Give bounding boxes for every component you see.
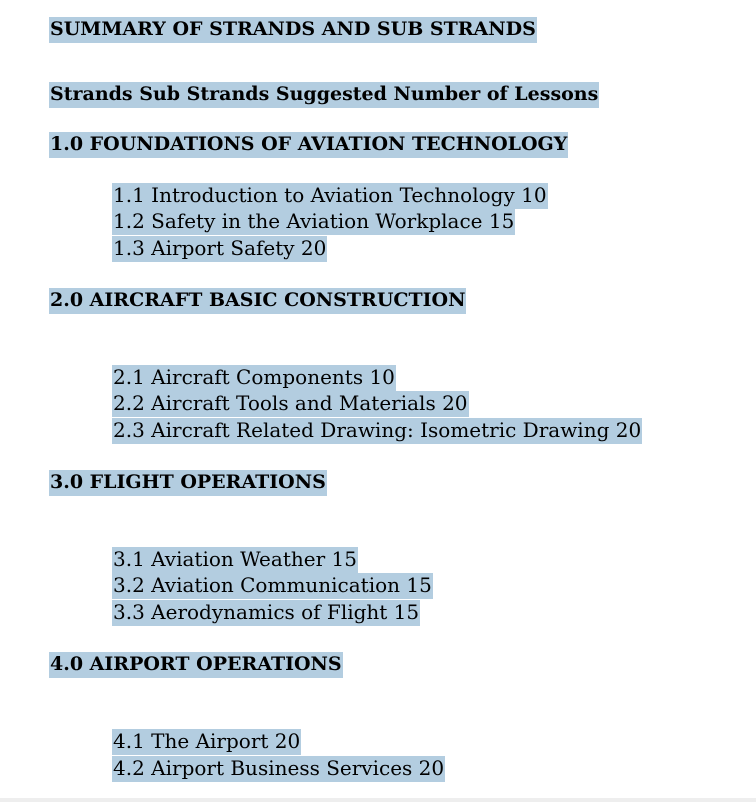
strand-heading: 3.0 FLIGHT OPERATIONS — [49, 470, 327, 496]
sub-strand-item: 1.1 Introduction to Aviation Technology 10 — [113, 183, 547, 207]
sub-strand-item: 3.2 Aviation Communication 15 — [113, 573, 432, 597]
sub-strand-item: 2.3 Aircraft Related Drawing: Isometric Drawing 20 — [113, 418, 642, 442]
document-title: SUMMARY OF STRANDS AND SUB STRANDS — [49, 17, 537, 43]
strand-heading: 1.0 FOUNDATIONS OF AVIATION TECHNOLOGY — [49, 132, 568, 158]
sub-strand-item: 4.2 Airport Business Services 20 — [113, 756, 445, 780]
sub-strand-item: 3.1 Aviation Weather 15 — [113, 547, 357, 571]
column-header: Strands Sub Strands Suggested Number of Lessons — [49, 82, 599, 108]
sub-strand-item: 1.3 Airport Safety 20 — [113, 236, 327, 260]
page-bottom-edge — [0, 798, 756, 802]
sub-strand-item: 2.2 Aircraft Tools and Materials 20 — [113, 391, 468, 415]
strand-heading: 4.0 AIRPORT OPERATIONS — [49, 652, 343, 678]
strand-heading: 2.0 AIRCRAFT BASIC CONSTRUCTION — [49, 288, 466, 314]
sub-strand-item: 1.2 Safety in the Aviation Workplace 15 — [113, 209, 515, 233]
sub-strand-item: 2.1 Aircraft Components 10 — [113, 365, 395, 389]
sub-strand-item: 4.1 The Airport 20 — [113, 729, 301, 753]
sub-strand-item: 3.3 Aerodynamics of Flight 15 — [113, 600, 420, 624]
